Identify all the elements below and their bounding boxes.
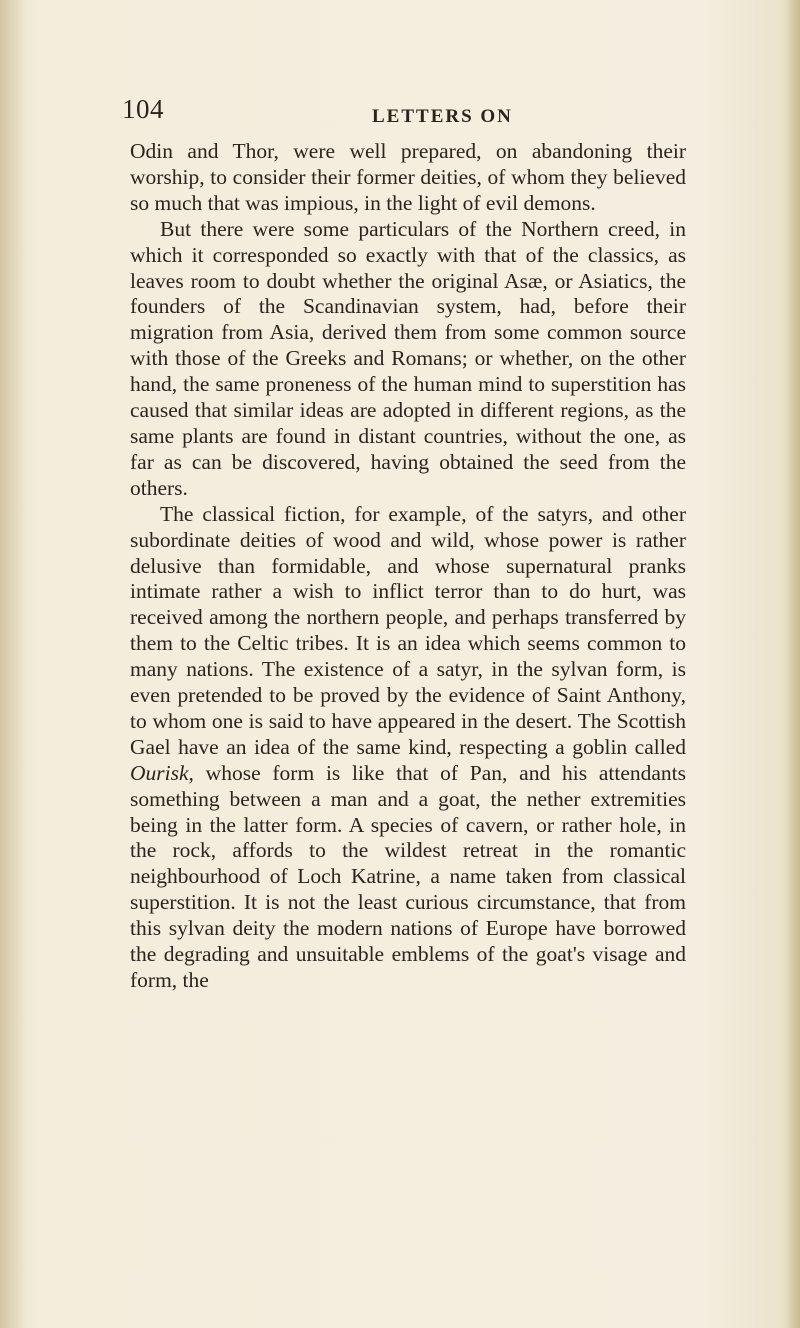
page-number: 104 [122, 94, 164, 124]
paragraph-1: Odin and Thor, were well prepared, on abandoning their worship, to consider their former deities, of whom they believed so much that was impious, in the light of evil demons. [130, 139, 686, 215]
binding-shadow [0, 0, 26, 1328]
paragraph-2: But there were some particulars of the Northern creed, in which it corresponded so exactly with that of the classics, as leaves room to doubt whether the original Asæ, or Asiatics, the founders of the Scandinavian system, had, before their migration from Asia, derived them from some common source with those of the Greeks and Romans; or whether, on the other hand, the same proneness of the human mind to superstition has caused that similar ideas are adopted in different regions, as the same plants are found in distant countries, without the one, as far as can be discovered, having obtained the seed from the others. [130, 216, 686, 500]
ourisk-term: Ourisk [130, 760, 189, 785]
page-edge [786, 0, 800, 1328]
running-head: LETTERS ON [372, 106, 513, 127]
paragraph-3-text-before: The classical fiction, for example, of the satyrs, and other subordinate deities of wood and wild, whose power is rather delusive than formidable, and whose supernatural pranks intimate rather a wish to inflict terror than to do hurt, was received among the northern people, and perhaps transferred by them to the Celtic tribes. It is an idea which seems common to many nations. The existence of a satyr, in the sylvan form, is even pretended to be proved by the evidence of Saint Anthony, to whom one is said to have appeared in the desert. The Scottish Gael have an idea of the same kind, respecting a goblin called [130, 501, 686, 759]
body-text [130, 139, 686, 994]
paragraph-3-text-after: , whose form is like that of Pan, and his attendants something between a man and a goat, the nether extremities being in the latter form. A species of cavern, or rather hole, in the rock, affords to the wildest retreat in the romantic neighbourhood of Loch Katrine, a name taken from classical superstition. It is not the least curious circumstance, that from this sylvan deity the modern nations of Europe have borrowed the degrading and unsuitable emblems of the goat's visage and form, the [130, 760, 686, 992]
paragraph-3 [130, 502, 686, 994]
page-header [122, 94, 682, 130]
